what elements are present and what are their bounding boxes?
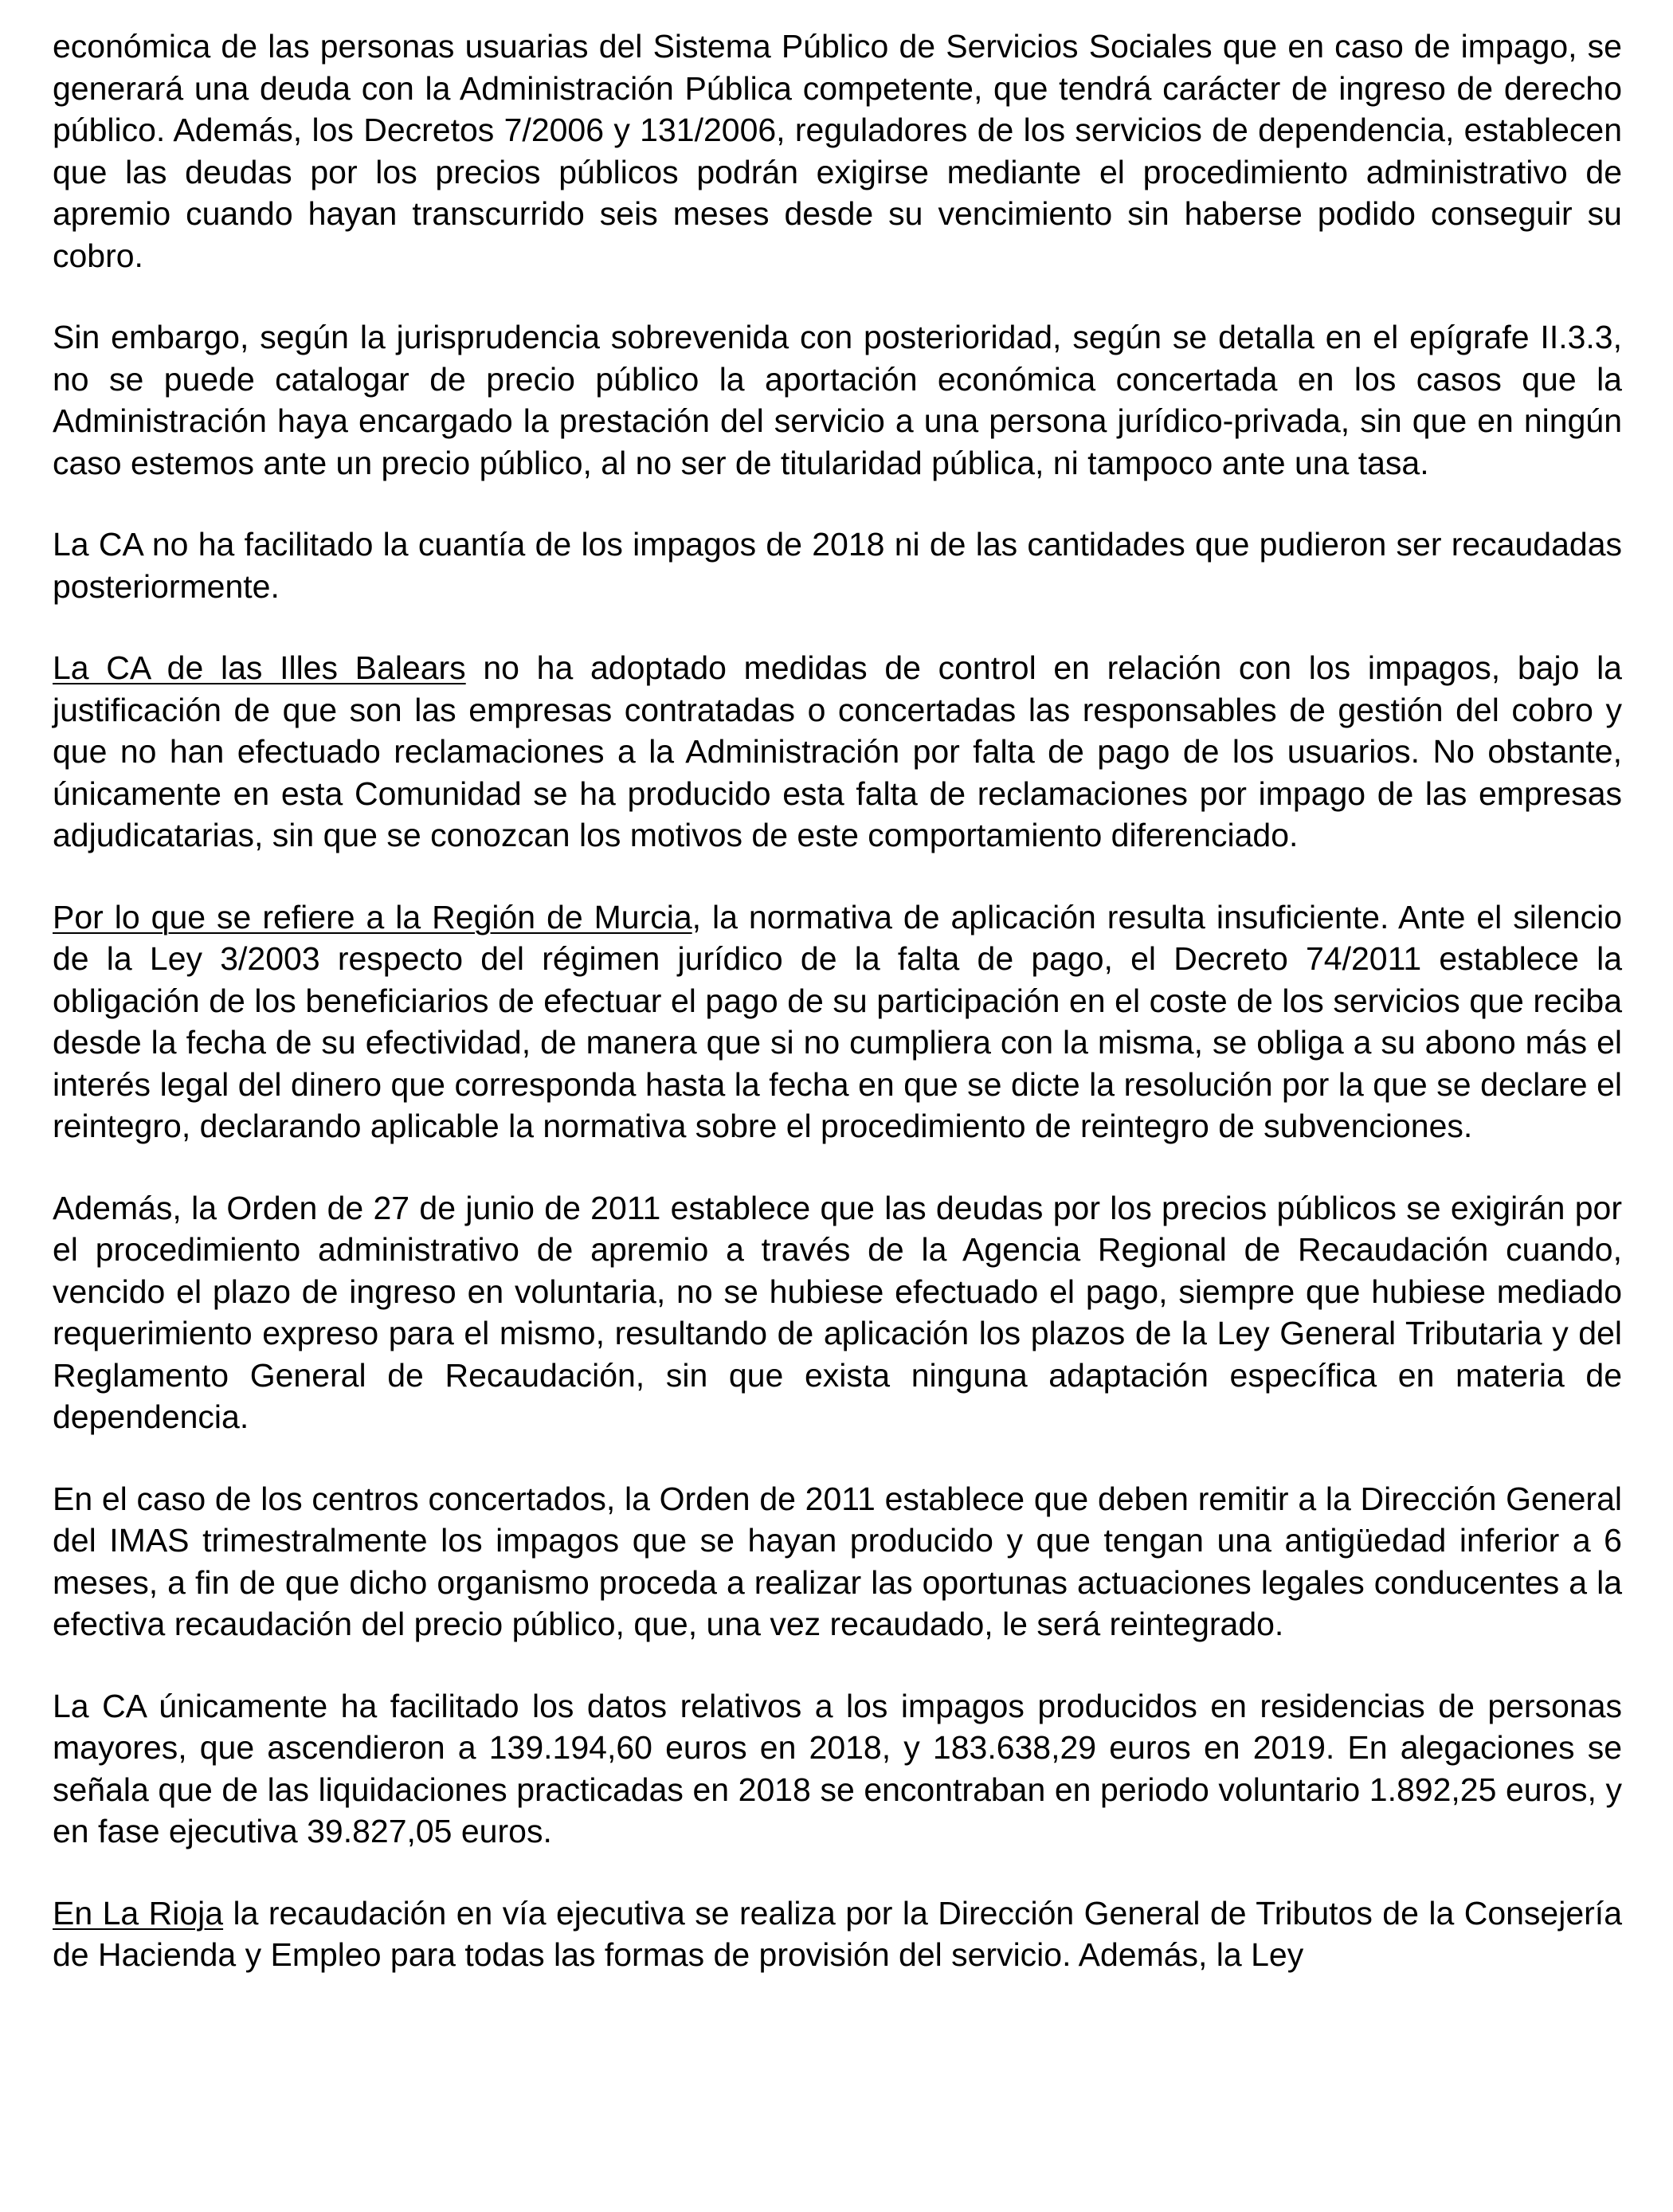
paragraph-text: la recaudación en vía ejecutiva se realiza por la Dirección General de Tributos de la Consejería de Hacienda y Empleo para todas las formas de provisión del servicio. Además, la Ley bbox=[53, 1894, 1622, 1973]
region-heading-la-rioja: En La Rioja bbox=[53, 1894, 224, 1932]
paragraph-economic-contribution bbox=[53, 25, 1622, 276]
paragraph-text: económica de las personas usuarias del Sistema Público de Servicios Sociales que en caso de impago, se generará una deuda con la Administración Pública competente, que tendrá carácter de ingreso de derecho público. Además, los Decretos 7/2006 y 131/2006, reguladores de los servicios de dependencia, establecen que las deudas por los precios públicos podrán exigirse mediante el procedimiento administrativo de apremio cuando hayan transcurrido seis meses desde su vencimiento sin haberse podido conseguir su cobro. bbox=[53, 28, 1622, 274]
paragraph-illes-balears bbox=[53, 647, 1622, 857]
paragraph-jurisprudence bbox=[53, 316, 1622, 484]
paragraph-text: Sin embargo, según la jurisprudencia sobrevenida con posterioridad, según se detalla en el epígrafe II.3.3, no se puede catalogar de precio público la aportación económica concertada en los casos que la Administración haya encargado la prestación del servicio a una persona jurídico-privada, sin que en ningún caso estemos ante un precio público, al no ser de titularidad pública, ni tampoco ante una tasa. bbox=[53, 319, 1622, 481]
region-heading-illes-balears: La CA de las Illes Balears bbox=[53, 649, 466, 686]
paragraph-unpaid-amounts bbox=[53, 524, 1622, 607]
region-heading-murcia: Por lo que se refiere a la Región de Murcia bbox=[53, 898, 692, 935]
paragraph-region-murcia bbox=[53, 896, 1622, 1147]
paragraph-centros-concertados bbox=[53, 1478, 1622, 1645]
paragraph-orden-2011 bbox=[53, 1187, 1622, 1438]
paragraph-text: En el caso de los centros concertados, la Orden de 2011 establece que deben remitir a la Dirección General del IMAS trimestralmente los impagos que se hayan producido y que tengan una antigüedad inferior a 6 meses, a fin de que dicho organismo proceda a realizar las oportunas actuaciones legales conducentes a la efectiva recaudación del precio público, que, una vez recaudado, le será reintegrado. bbox=[53, 1480, 1622, 1642]
paragraph-text: , la normativa de aplicación resulta insuficiente. Ante el silencio de la Ley 3/2003 respecto del régimen jurídico de la falta de pago, el Decreto 74/2011 establece la obligación de los beneficiarios de efectuar el pago de su participación en el coste de los servicios que reciba desde la fecha de su efectividad, de manera que si no cumpliera con la misma, se obliga a su abono más el interés legal del dinero que corresponda hasta la fecha en que se dicte la resolución por la que se declare el reintegro, declarando aplicable la normativa sobre el procedimiento de reintegro de subvenciones. bbox=[53, 898, 1622, 1144]
paragraph-impagos-residencias bbox=[53, 1685, 1622, 1853]
paragraph-text: La CA no ha facilitado la cuantía de los impagos de 2018 ni de las cantidades que pudieron ser recaudadas posteriormente. bbox=[53, 526, 1622, 605]
paragraph-text: La CA únicamente ha facilitado los datos relativos a los impagos producidos en residencias de personas mayores, que ascendieron a 139.194,60 euros en 2018, y 183.638,29 euros en 2019. En alegaciones se señala que de las liquidaciones practicadas en 2018 se encontraban en periodo voluntario 1.892,25 euros, y en fase ejecutiva 39.827,05 euros. bbox=[53, 1687, 1622, 1849]
paragraph-la-rioja bbox=[53, 1892, 1622, 1976]
paragraph-text: no ha adoptado medidas de control en relación con los impagos, bajo la justificación de que son las empresas contratadas o concertadas las responsables de gestión del cobro y que no han efectuado reclamaciones a la Administración por falta de pago de los usuarios. No obstante, únicamente en esta Comunidad se ha producido esta falta de reclamaciones por impago de las empresas adjudicatarias, sin que se conozcan los motivos de este comportamiento diferenciado. bbox=[53, 649, 1622, 853]
paragraph-text: Además, la Orden de 27 de junio de 2011 establece que las deudas por los precios públicos se exigirán por el procedimiento administrativo de apremio a través de la Agencia Regional de Recaudación cuando, vencido el plazo de ingreso en voluntaria, no se hubiese efectuado el pago, siempre que hubiese mediado requerimiento expreso para el mismo, resultando de aplicación los plazos de la Ley General Tributaria y del Reglamento General de Recaudación, sin que exista ninguna adaptación específica en materia de dependencia. bbox=[53, 1189, 1622, 1435]
